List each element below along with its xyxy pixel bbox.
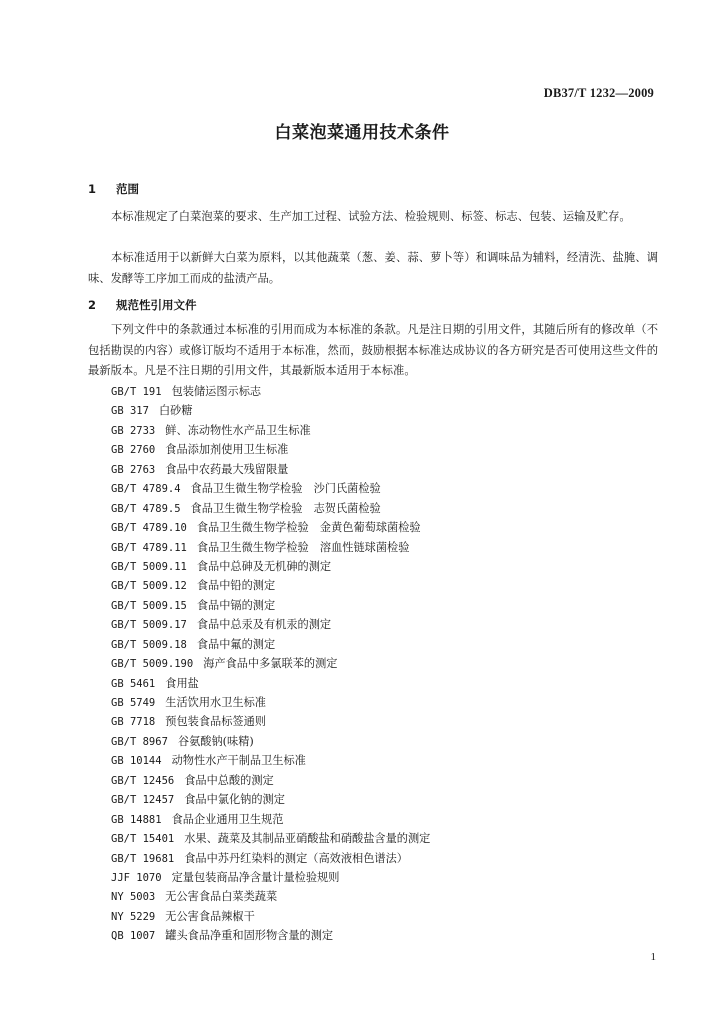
reference-item: [111, 460, 430, 479]
reference-code: GB/T 4789.4: [111, 483, 181, 496]
reference-list: [111, 382, 430, 946]
reference-item: [111, 557, 430, 576]
reference-code: GB/T 4789.10: [111, 522, 187, 535]
reference-code: GB 5749: [111, 697, 156, 709]
reference-title: 动物性水产干制品卫生标准: [171, 754, 306, 768]
reference-item: [111, 868, 430, 887]
reference-code: JJF 1070: [111, 871, 162, 884]
reference-code: NY 5229: [111, 910, 156, 923]
reference-code: GB/T 5009.12: [111, 580, 187, 593]
reference-title: 预包装食品标签通则: [165, 715, 266, 729]
reference-title: 食品中氟的测定: [196, 637, 276, 651]
reference-item: [111, 596, 430, 615]
reference-code: GB/T 12457: [111, 794, 175, 807]
reference-title: 无公害食品白菜类蔬菜: [165, 890, 278, 904]
reference-item: [111, 732, 430, 751]
scope-paragraph: 本标准规定了白菜泡菜的要求、生产加工过程、试验方法、检验规则、标签、标志、包装、运输及贮存。: [111, 210, 631, 223]
references-intro-paragraph: 下列文件中的条款通过本标准的引用而成为本标准的条款。凡是注日期的引用文件，其随后所有的修改单（不包括勘误的内容）或修订版均不适用于本标准，然而，鼓励根据本标准达成协议的各方研究是否可使用这些文件的最新版本。凡是不注日期的引用文件，其最新版本适用于本标准。: [88, 323, 658, 377]
reference-item: [111, 674, 430, 693]
reference-item: [111, 907, 430, 926]
section-title: 范围: [116, 182, 139, 196]
reference-item: [111, 887, 430, 906]
reference-title: 鲜、冻动物性水产品卫生标准: [165, 423, 311, 437]
reference-code: GB/T 4789.5: [111, 502, 181, 515]
reference-code: NY 5003: [111, 891, 156, 904]
reference-item: [111, 849, 430, 868]
reference-title: 谷氨酸钠(味精): [177, 734, 254, 748]
reference-title: 白砂糖: [158, 404, 193, 418]
reference-title: 海产食品中多氯联苯的测定: [203, 657, 338, 671]
reference-code: GB/T 5009.11: [111, 560, 187, 573]
reference-code: QB 1007: [111, 930, 156, 943]
reference-code: GB/T 5009.17: [111, 619, 187, 632]
section-number: 1: [88, 182, 97, 196]
reference-code: GB/T 5009.15: [111, 599, 187, 612]
reference-title: 包装储运图示标志: [171, 385, 262, 398]
reference-code: GB 5461: [111, 677, 156, 690]
reference-title: 食品中镉的测定: [196, 598, 276, 612]
reference-item: [111, 751, 430, 770]
reference-code: GB/T 191: [111, 386, 162, 398]
reference-item: [111, 654, 430, 673]
reference-item: [111, 479, 430, 498]
reference-code: GB/T 12456: [111, 774, 175, 787]
reference-item: [111, 576, 430, 595]
reference-code: GB/T 5009.190: [111, 658, 194, 671]
reference-item: [111, 421, 430, 440]
reference-title: 食品中农药最大残留限量: [165, 462, 289, 476]
reference-item: [111, 538, 430, 557]
reference-item: [111, 771, 430, 790]
reference-code: GB 317: [111, 405, 149, 418]
reference-code: GB 7718: [111, 716, 156, 729]
scope-paragraph: 本标准适用于以新鲜大白菜为原料，以其他蔬菜（葱、姜、蒜、萝卜等）和调味品为辅料，经清洗、盐腌、调味、发酵等工序加工而成的盐渍产品。: [88, 251, 658, 285]
reference-title: 食品中总汞及有机汞的测定: [196, 618, 332, 632]
reference-title: 食品中总砷及无机砷的测定: [196, 559, 332, 573]
reference-code: GB 2760: [111, 444, 156, 457]
section-heading-normative-references: [88, 297, 197, 313]
reference-item: [111, 499, 430, 518]
reference-title: 罐头食品净重和固形物含量的测定: [165, 929, 334, 943]
reference-item: [111, 790, 430, 809]
reference-title: 食用盐: [165, 676, 199, 690]
reference-title: 生活饮用水卫生标准: [165, 696, 266, 709]
reference-item: [111, 829, 430, 848]
reference-title: 食品中氯化钠的测定: [184, 793, 285, 807]
reference-title: 食品中铅的测定: [196, 579, 276, 593]
reference-code: GB/T 5009.18: [111, 638, 187, 651]
reference-title: 食品卫生微生物学检验 溶血性链球菌检验: [196, 540, 410, 554]
reference-title: 食品卫生微生物学检验 沙门氏菌检验: [190, 482, 381, 496]
reference-item: [111, 615, 430, 634]
reference-code: GB/T 15401: [111, 833, 175, 846]
section-heading-scope: [88, 181, 139, 197]
reference-title: 水果、蔬菜及其制品亚硝酸盐和硝酸盐含量的测定: [184, 832, 431, 846]
reference-code: GB/T 4789.11: [111, 541, 187, 554]
reference-title: 食品中苏丹红染料的测定（高效液相色谱法）: [184, 851, 408, 865]
reference-item: [111, 382, 430, 401]
reference-item: [111, 810, 430, 829]
reference-code: GB/T 19681: [111, 852, 175, 865]
reference-code: GB 2763: [111, 463, 156, 476]
reference-code: GB 2733: [111, 424, 156, 437]
reference-item: [111, 440, 430, 459]
reference-title: 食品卫生微生物学检验 金黄色葡萄球菌检验: [196, 521, 421, 535]
reference-title: 食品添加剂使用卫生标准: [165, 443, 289, 457]
reference-title: 食品卫生微生物学检验 志贺氏菌检验: [190, 501, 381, 515]
reference-title: 食品企业通用卫生规范: [171, 812, 284, 826]
reference-item: [111, 518, 430, 537]
reference-item: [111, 712, 430, 731]
reference-item: [111, 635, 430, 654]
reference-item: [111, 401, 430, 420]
document-title: 白菜泡菜通用技术条件: [274, 123, 450, 143]
reference-title: 定量包装商品净含量计量检验规则: [171, 870, 340, 884]
section-title: 规范性引用文件: [116, 298, 197, 312]
reference-code: GB 10144: [111, 755, 162, 768]
reference-title: 食品中总酸的测定: [184, 773, 274, 787]
document-code: DB37/T 1232—2009: [543, 86, 654, 100]
reference-item: [111, 926, 430, 945]
reference-title: 无公害食品辣椒干: [165, 909, 255, 923]
reference-code: GB 14881: [111, 813, 162, 826]
section-number: 2: [88, 298, 97, 312]
page-number: 1: [650, 951, 656, 963]
reference-item: [111, 693, 430, 712]
reference-code: GB/T 8967: [111, 735, 168, 748]
